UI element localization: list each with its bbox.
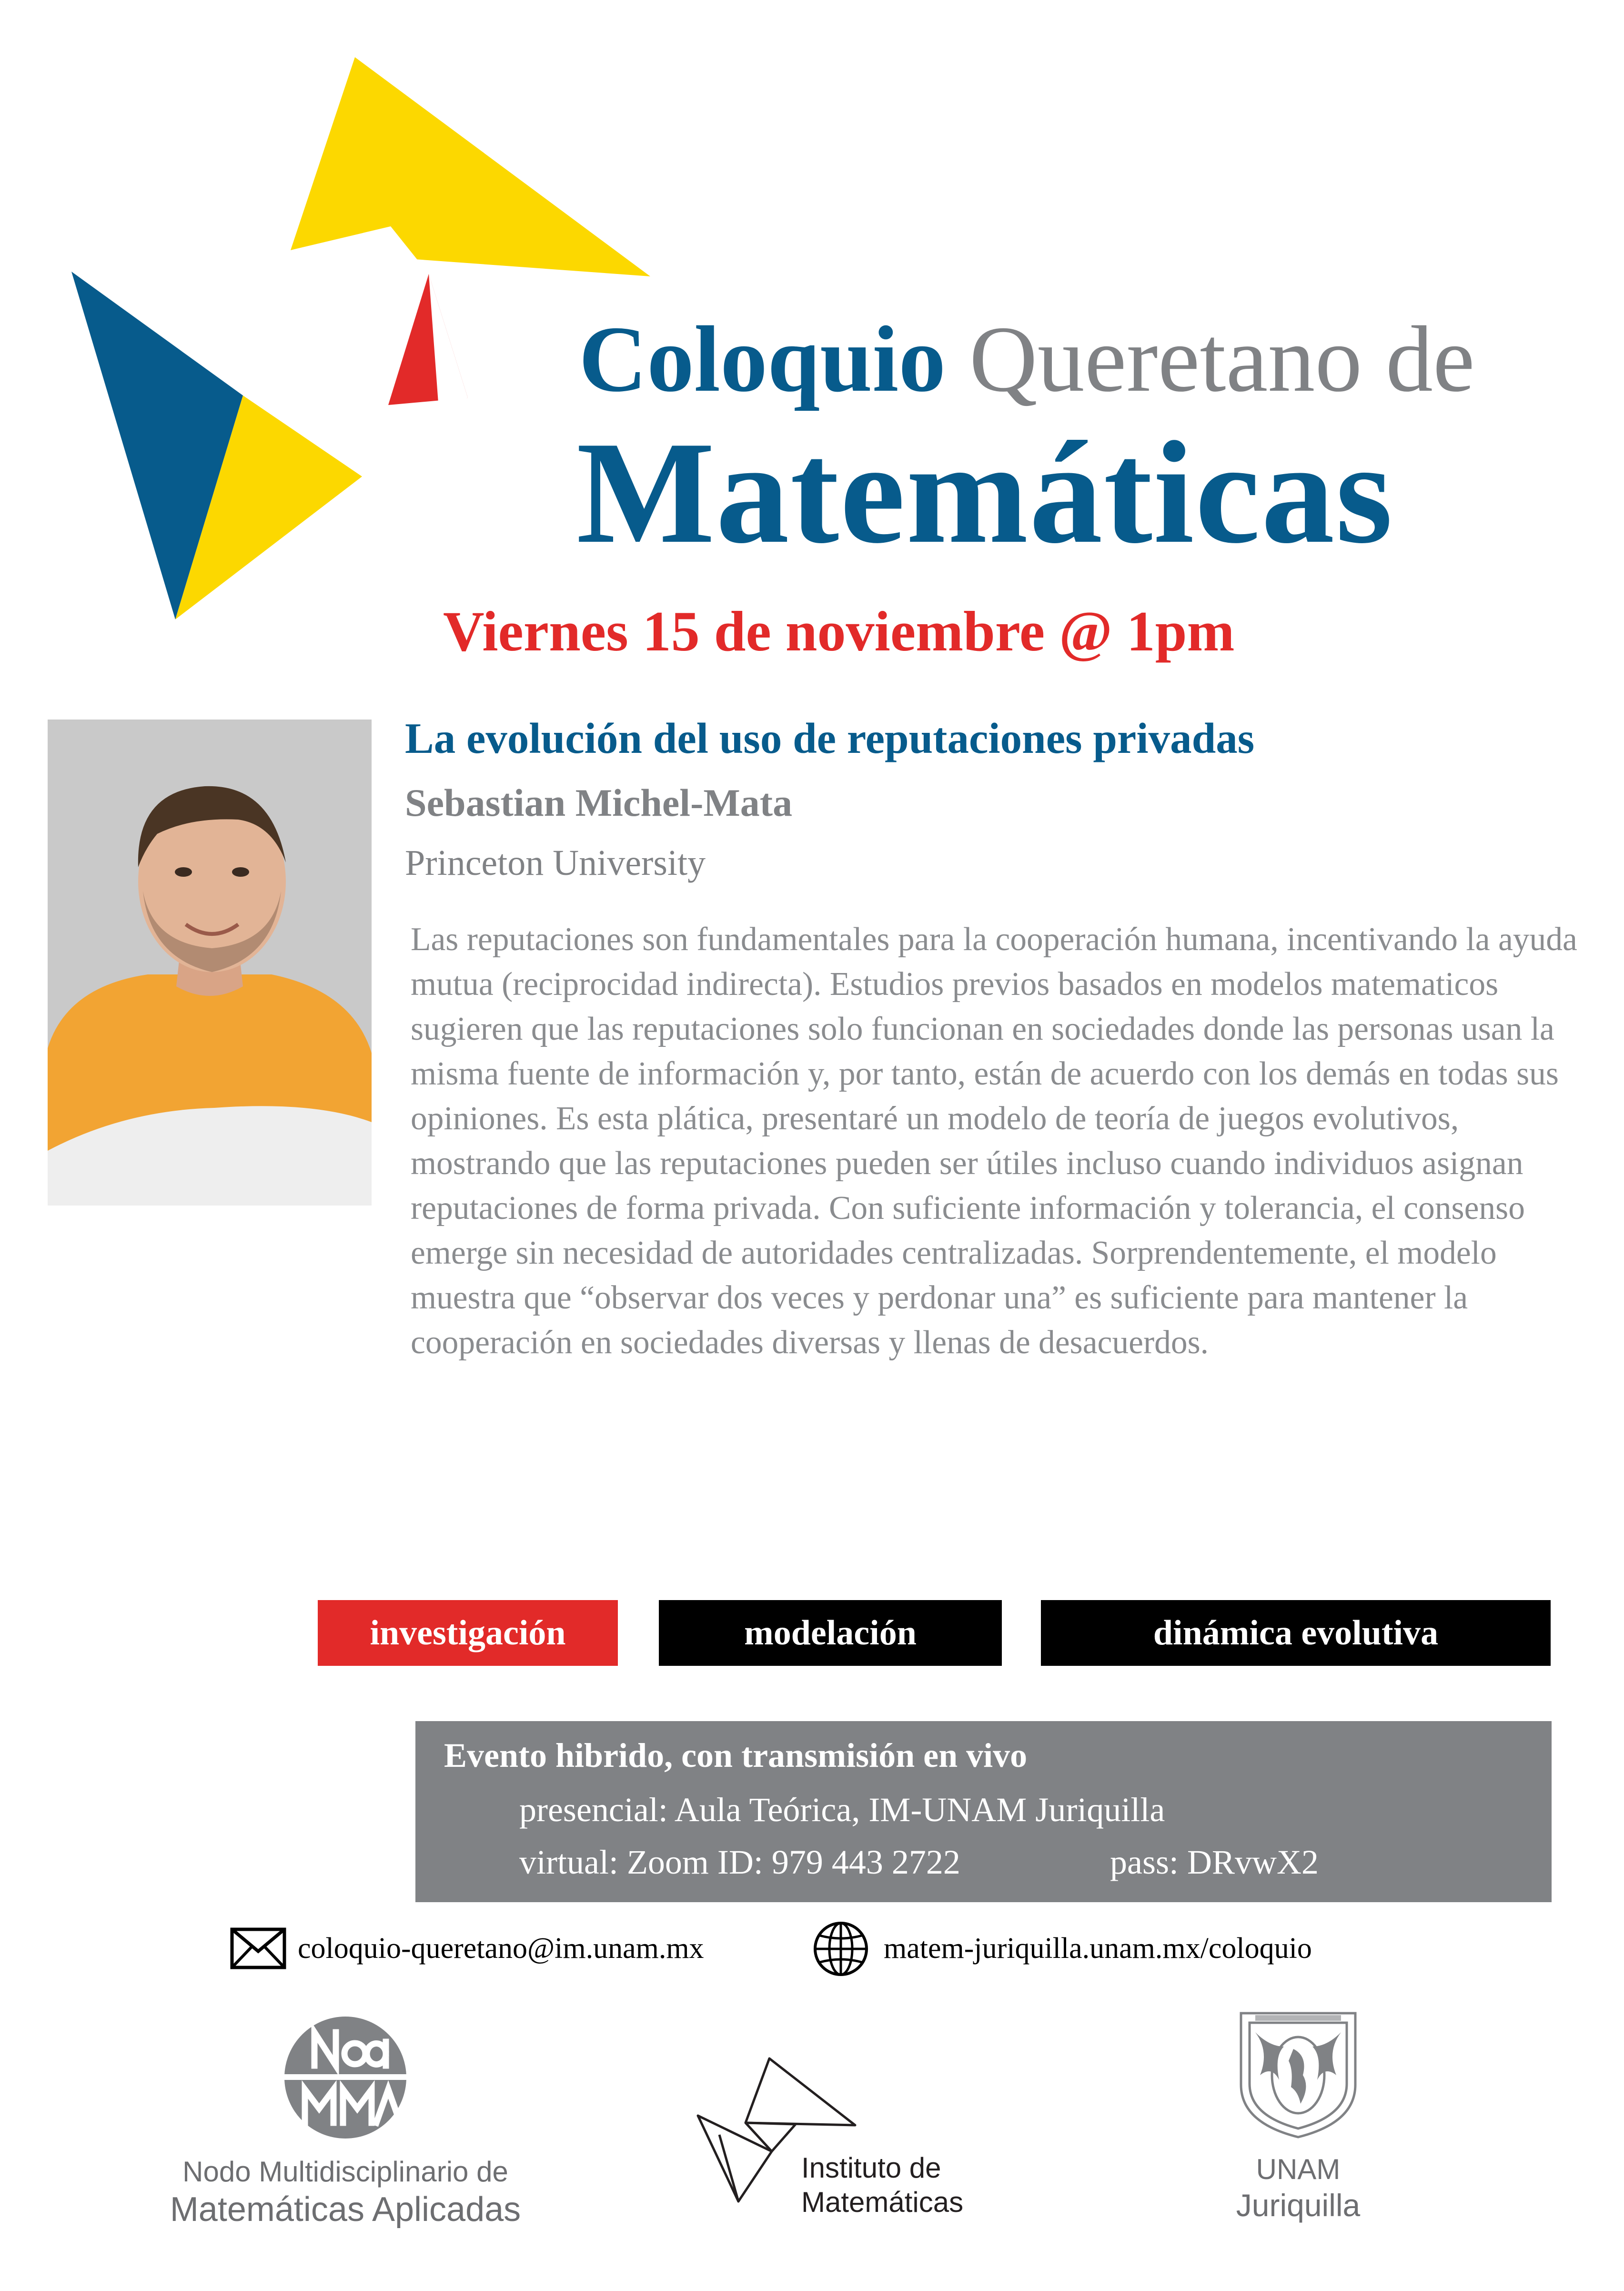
speaker-photo [48, 720, 372, 1206]
event-password: pass: DRvwX2 [1110, 1843, 1319, 1881]
colloquium-triangles-logo [0, 0, 667, 643]
speaker-portrait-illustration [48, 720, 372, 1206]
talk-abstract: Las reputaciones son fundamentales para la cooperación humana, incentivando la ayuda mutua (reciprocidad indirecta). Estudios previos basados en modelos matematicos sugieren que las reputaciones solo funcionan en sociedades donde las personas usan la misma fuente de información y, por tanto, están de acuerdo con los demás en todas sus opiniones. Es esta plática, presentaré un modelo de teoría de juegos evolutivos, mostrando que las reputaciones pueden ser útiles incluso cuando individuos asignan reputaciones de forma privada. Con suficiente información y tolerancia, el consenso emerge sin necesidad de autoridades centralizadas. Sorprendentemente, el modelo muestra que “observar dos veces y perdonar una” es suficiente para mantener la cooperación en sociedades diversas y llenas de desacuerdos. [411, 921, 1577, 1361]
unam-seal [1227, 2004, 1370, 2142]
event-virtual: virtual: Zoom ID: 979 443 2722 [519, 1843, 960, 1881]
im-caption-line2: Matemáticas [801, 2186, 964, 2218]
nomma-logo [281, 2013, 410, 2142]
event-info-box [415, 1721, 1552, 1902]
contact-email[interactable]: coloquio-queretano@im.unam.mx [298, 1932, 704, 1965]
im-caption-line1: Instituto de [801, 2152, 941, 2184]
tag-investigacion: investigación [318, 1600, 618, 1666]
event-heading: Evento hibrido, con transmisión en vivo [444, 1736, 1028, 1774]
envelope-icon [230, 1927, 286, 1969]
tag-dinamica-evolutiva: dinámica evolutiva [1041, 1600, 1551, 1666]
event-presencial: presencial: Aula Teórica, IM-UNAM Juriquilla [519, 1791, 1165, 1829]
event-date: Viernes 15 de noviembre @ 1pm [443, 599, 1235, 663]
colloquium-title-line2: Matemáticas [576, 411, 1394, 574]
colloquium-title-line1 [579, 307, 1475, 411]
contact-website[interactable]: matem-juriquilla.unam.mx/coloquio [884, 1932, 1312, 1965]
title-word-queretano: Queretano de [969, 307, 1475, 411]
nodo-caption-line1: Nodo Multidisciplinario de [182, 2156, 508, 2188]
globe-icon [812, 1920, 869, 1977]
title-word-coloquio: Coloquio [579, 307, 946, 411]
speaker-affiliation: Princeton University [405, 843, 706, 883]
unam-caption-line1: UNAM [1256, 2153, 1341, 2185]
unam-caption-line2: Juriquilla [1236, 2188, 1361, 2223]
speaker-name: Sebastian Michel-Mata [405, 781, 793, 824]
talk-title: La evolución del uso de reputaciones privadas [405, 714, 1255, 762]
nodo-caption-line2: Matemáticas Aplicadas [170, 2190, 521, 2229]
tag-modelacion: modelación [659, 1600, 1002, 1666]
